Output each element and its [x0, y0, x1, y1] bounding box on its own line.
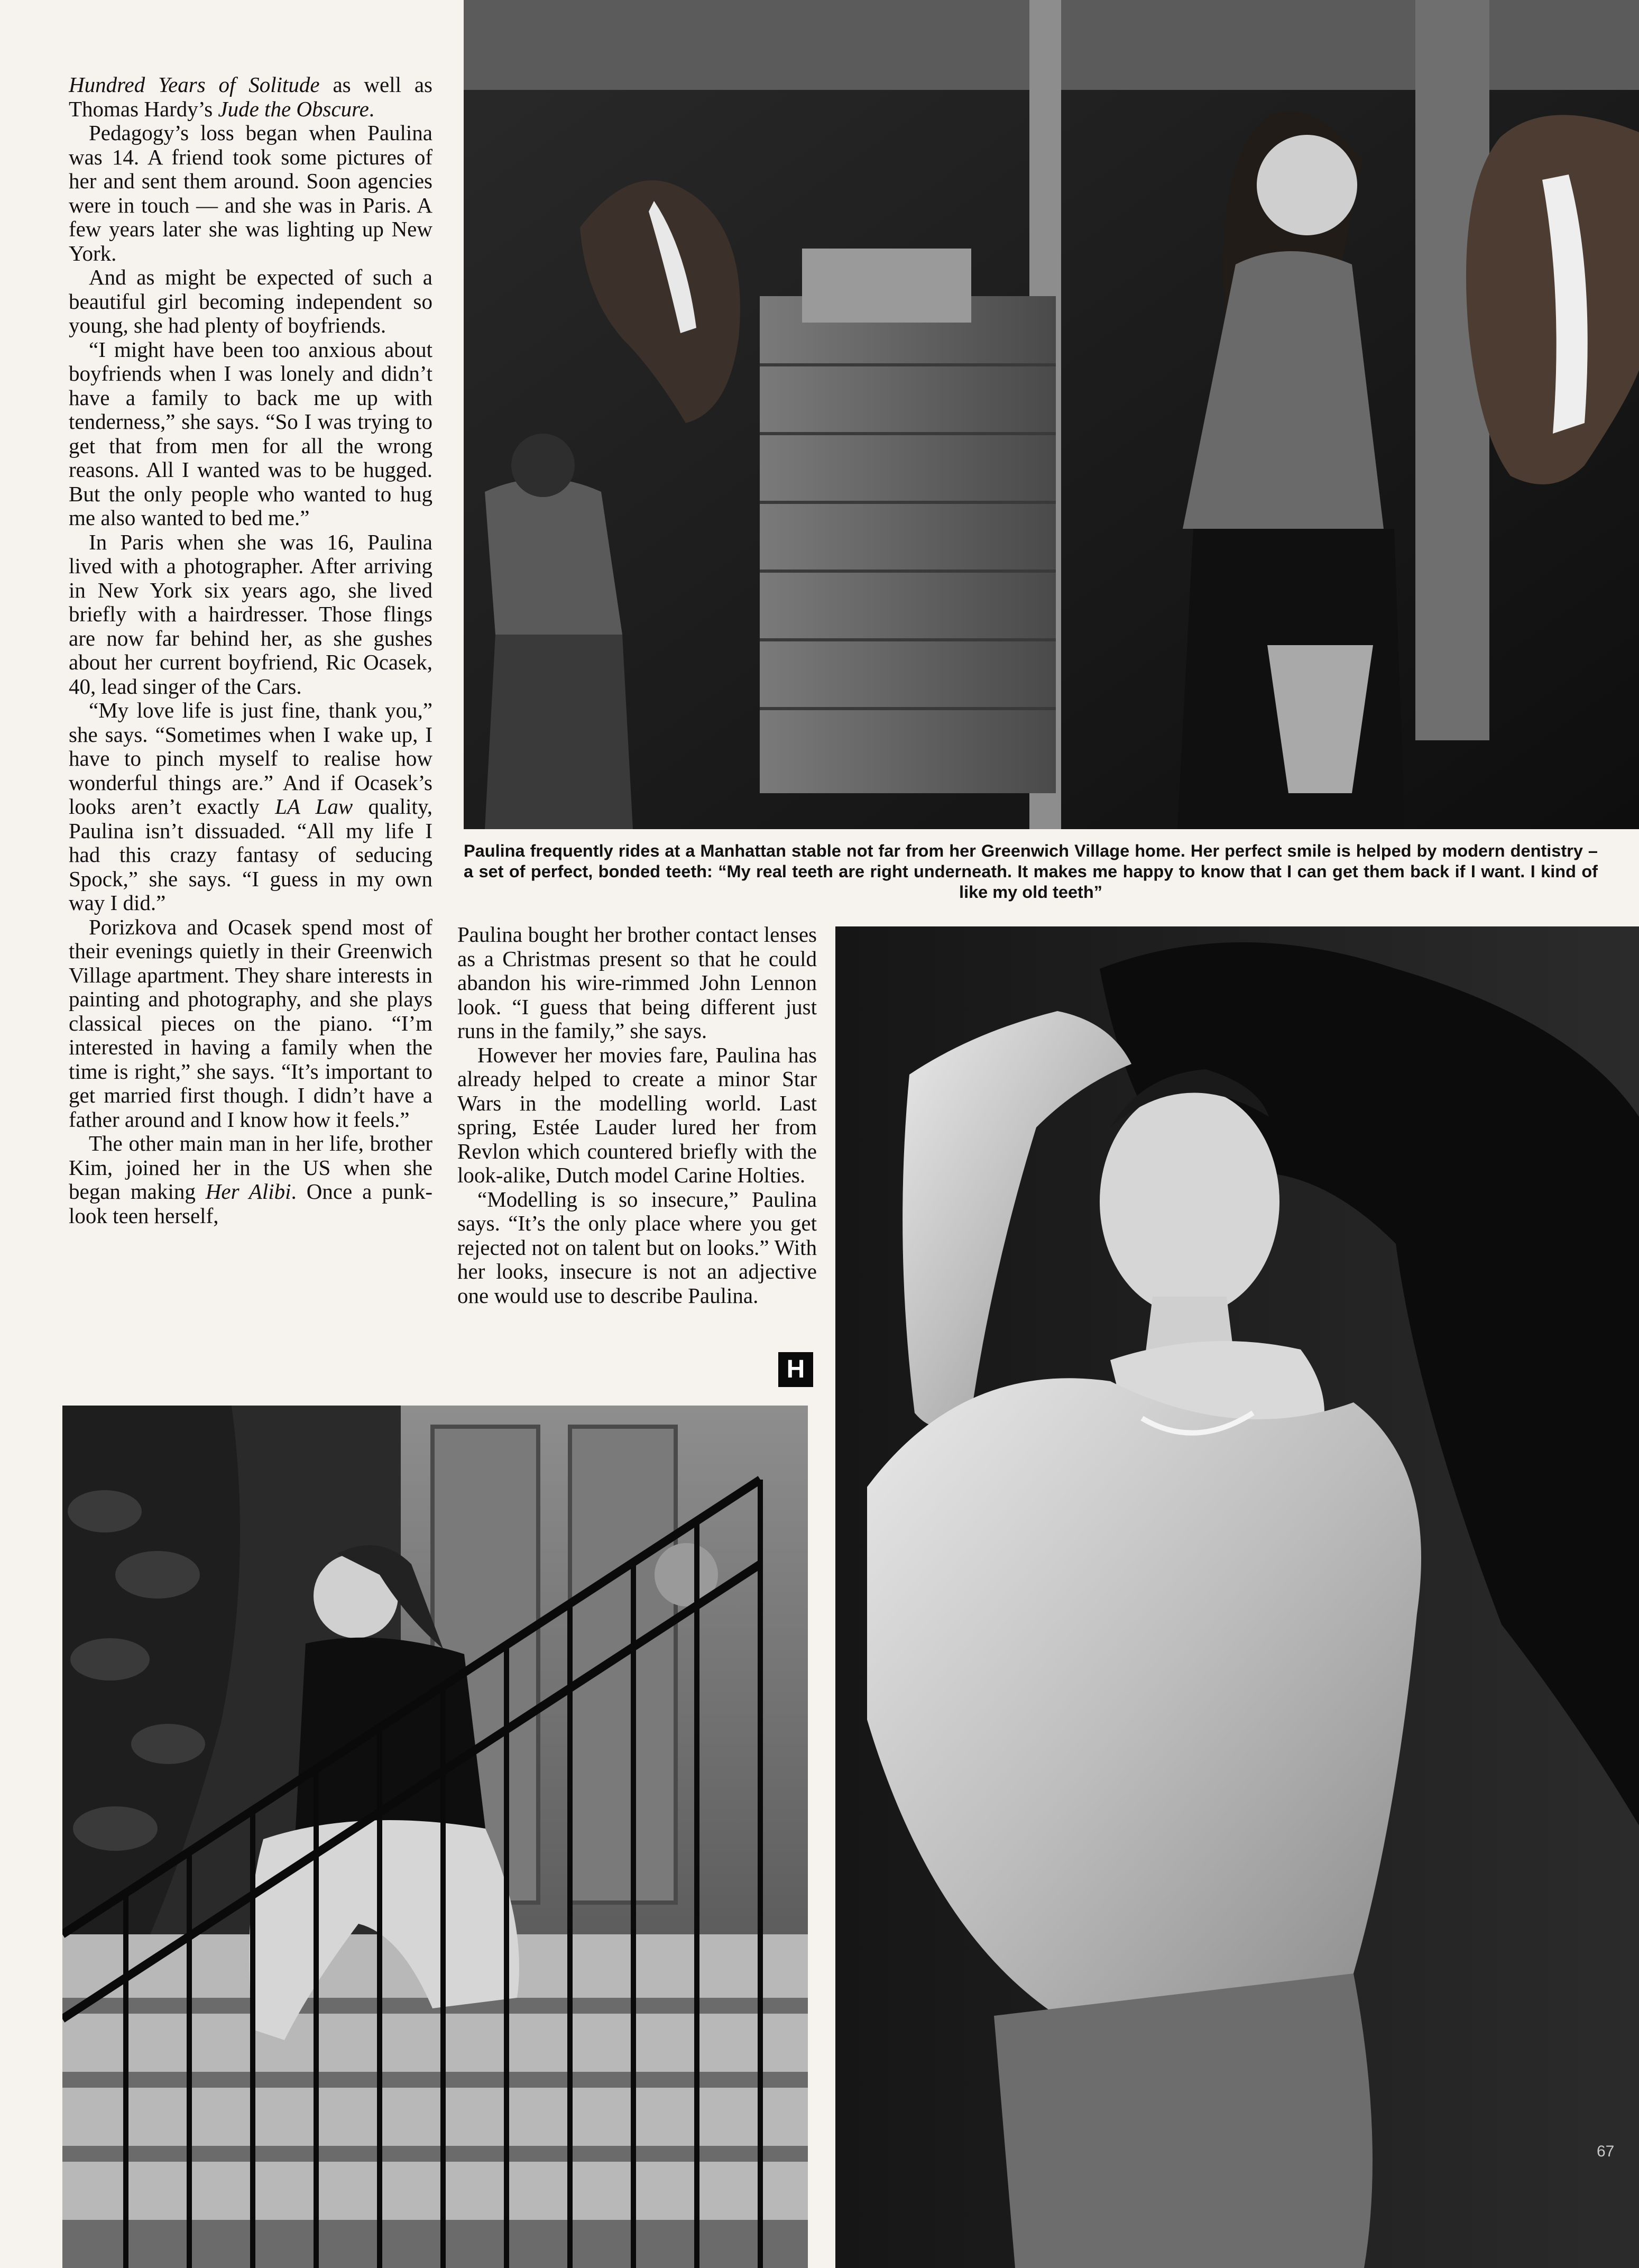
page-number: 67 [1597, 2143, 1615, 2160]
book-title: Hundred Years of Solitude [69, 72, 320, 97]
article-paragraph: The other main man in her life, brother Kim, joined her in the US when she began making Her Alibi. Once a punk-look teen herself, [69, 1131, 432, 1228]
article-paragraph: In Paris when she was 16, Paulina lived with a photographer. After arriving in New York six years ago, she lived briefly with a hairdresser. Those flings are now far behind her, as she gushes about her current boyfriend, Ric Ocasek, 40, lead singer of the Cars. [69, 529, 432, 699]
article-column-1 [69, 73, 432, 1228]
book-title: Jude the Obscure [218, 96, 369, 121]
article-paragraph: “I might have been too anxious about boyfriends when I was lonely and didn’t have a family to back me up with tenderness,” she says. “So I was trying to get that from men for all the wrong reasons. All I wanted was to be hugged. But the only people who wanted to hug me also wanted to bed me.” [69, 337, 432, 530]
portrait-photo [835, 926, 1639, 2268]
end-of-article-mark: H [778, 1352, 813, 1387]
article-paragraph: However her movies fare, Paulina has already helped to create a minor Star Wars in the modelling world. Last spring, Estée Lauder lured her from Revlon which countered briefly with the look-alike, Dutch model Carine Holties. [457, 1042, 817, 1187]
article-paragraph: “My love life is just fine, thank you,” she says. “Sometimes when I wake up, I have to pinch myself to realise how wonderful things are.” And if Ocasek’s looks aren’t exactly LA Law quality, Paulina isn’t dissuaded. “All my life I had this crazy fantasy of seducing Spock,” she says. “I guess in my own way I did.” [69, 698, 432, 915]
article-paragraph: Porizkova and Ocasek spend most of their evenings quietly in their Greenwich Village apartment. They share interests in painting and photography, and she plays classical pieces on the piano. “I’m interested in having a family when the time is right,” she says. “It’s important to get married first though. I didn’t have a father around and I know how it feels.” [69, 914, 432, 1132]
stable-photo [464, 0, 1639, 829]
article-paragraph: And as might be expected of such a beautiful girl becoming independent so young, she had plenty of boyfriends. [69, 265, 432, 337]
article-paragraph: Paulina bought her brother contact lenses as a Christmas present so that he could abandon his wire-rimmed John Lennon look. “I guess that being different just runs in the family,” she says. [457, 922, 817, 1043]
article-paragraph: Hundred Years of Solitude as well as Thomas Hardy’s Jude the Obscure. [69, 72, 432, 121]
article-paragraph: Pedagogy’s loss began when Paulina was 14. A friend took some pictures of her and sent them around. Soon agencies were in touch — and she was in Paris. A few years later she was lighting up New York. [69, 121, 432, 265]
photo-caption: Paulina frequently rides at a Manhattan stable not far from her Greenwich Village home. Her perfect smile is helped by modern dentistry – a set of perfect, bonded teeth: “My real teeth are right underneath. It makes me happy to know that I can get them back if I want. I kind of like my old teeth” [464, 841, 1598, 902]
article-paragraph: “Modelling is so insecure,” Paulina says. “It’s the only place where you get rejected not on talent but on looks.” With her looks, insecure is not an adjective one would use to describe Paulina. [457, 1187, 817, 1308]
film-title: Her Alibi [205, 1179, 291, 1204]
show-title: LA Law [275, 794, 353, 819]
stoop-photo [62, 1406, 808, 2268]
article-column-2 [457, 923, 817, 1308]
